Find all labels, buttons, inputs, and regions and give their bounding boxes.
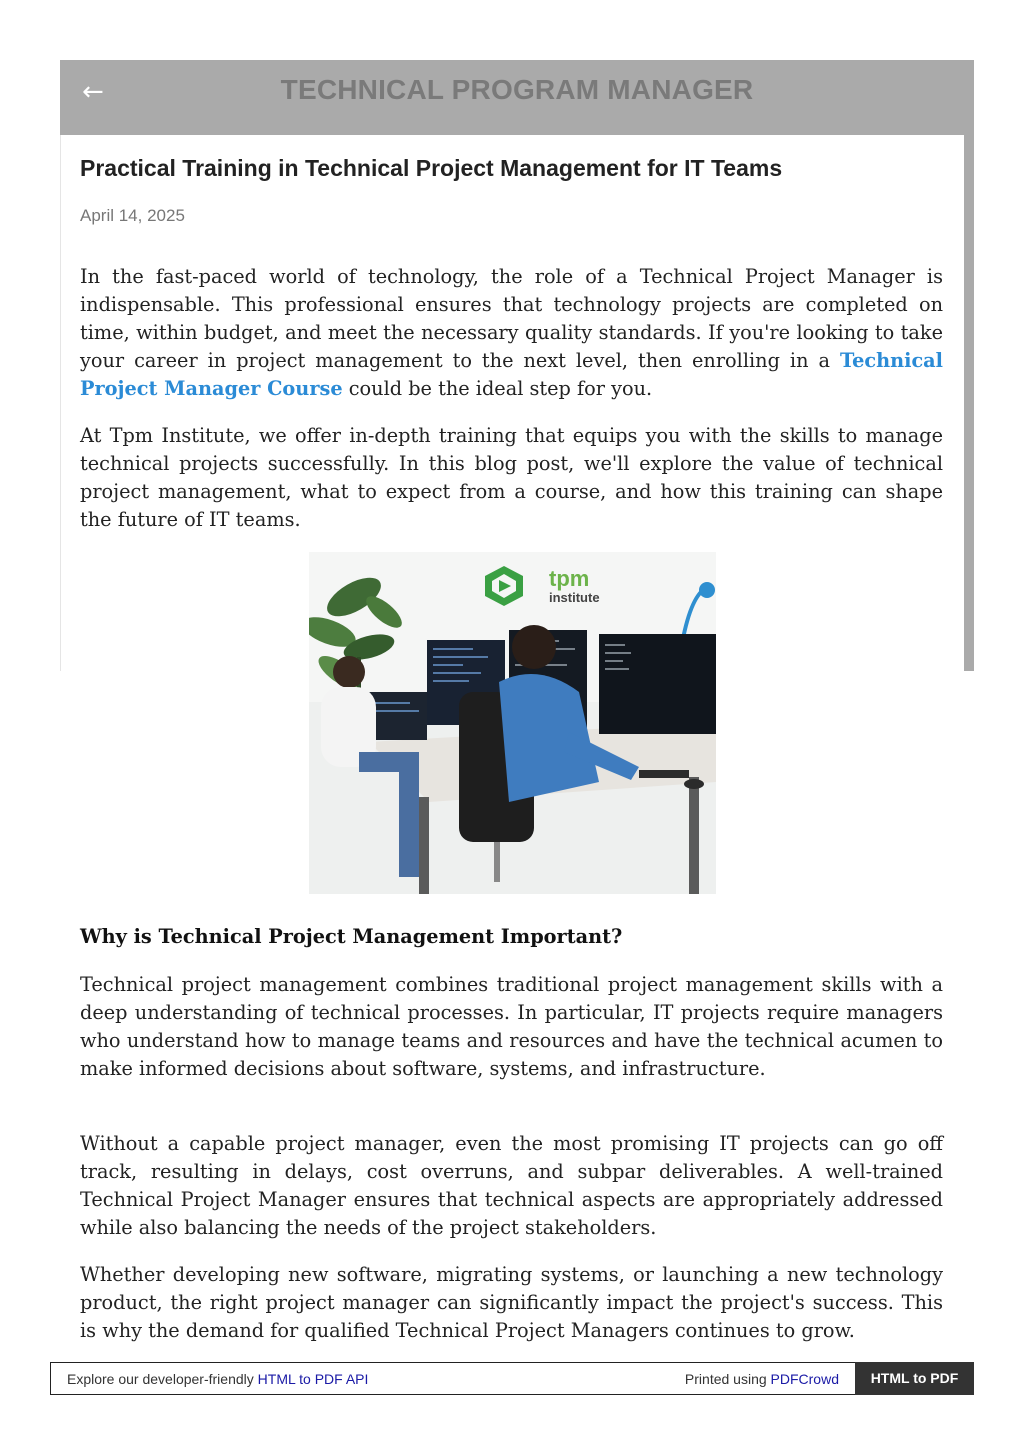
logo-text: tpm <box>549 566 590 591</box>
intro-text-before: In the fast-paced world of technology, the role of a Technical Project Manager is indispensable. This professional ensures that technology projects are completed on time, within budget, and meet the necessary quality standards. If you're looking to take your career in project management to the next level, then enrolling in a <box>80 265 943 372</box>
footer-printed-text: Printed using <box>684 1371 771 1387</box>
section-paragraph-3: Whether developing new software, migrating systems, or launching a new technology product, the right project manager can significantly impact the project's success. This is why the demand for qualified Technical Project Managers continues to grow. <box>80 1263 943 1342</box>
footer-explore <box>67 1371 368 1387</box>
html-to-pdf-api-link[interactable]: HTML to PDF API <box>257 1371 369 1387</box>
app-header <box>60 60 974 135</box>
footer-explore-text: Explore our developer-friendly <box>67 1371 258 1387</box>
section-paragraph-2: Without a capable project manager, even the most promising IT projects can go off track, resulting in delays, cost overruns, and subpar deliverables. A well-trained Technical Project Manager ensures that technical aspects are appropriately addressed while also balancing the needs of the project stakeholders. <box>80 1132 943 1239</box>
pdfcrowd-footer <box>50 1362 974 1395</box>
course-link[interactable]: Technical Project Manager Course <box>80 349 943 400</box>
scrollbar[interactable] <box>964 135 974 671</box>
post-date: April 14, 2025 <box>80 206 185 225</box>
html-to-pdf-button[interactable]: HTML to PDF <box>855 1362 974 1395</box>
office-photo <box>309 552 716 894</box>
pdfcrowd-link[interactable]: PDFCrowd <box>770 1371 839 1387</box>
logo-subtext: institute <box>549 590 600 605</box>
card-border <box>60 135 61 671</box>
post-title: Practical Training in Technical Project Management for IT Teams <box>80 155 783 181</box>
section-paragraph-1: Technical project management combines traditional project management skills with a deep understanding of technical processes. In particular, IT projects require managers who understand how to manage teams and resources and have the technical acumen to make informed decisions about software, systems, and infrastructure. <box>80 973 943 1080</box>
article-image <box>309 552 716 894</box>
section-heading: Why is Technical Project Management Important? <box>80 925 623 948</box>
intro-text-after: could be the ideal step for you. <box>342 377 653 400</box>
intro-paragraph-1 <box>80 263 943 403</box>
arrow-left-icon[interactable]: ← <box>82 77 104 107</box>
intro-paragraph-2: At Tpm Institute, we offer in-depth training that equips you with the skills to manage technical projects successfully. In this blog post, we'll explore the value of technical project management, what to expect from a course, and how this training can shape the future of IT teams. <box>80 424 943 531</box>
footer-printed <box>685 1371 839 1387</box>
site-title[interactable]: TECHNICAL PROGRAM MANAGER <box>280 74 754 105</box>
